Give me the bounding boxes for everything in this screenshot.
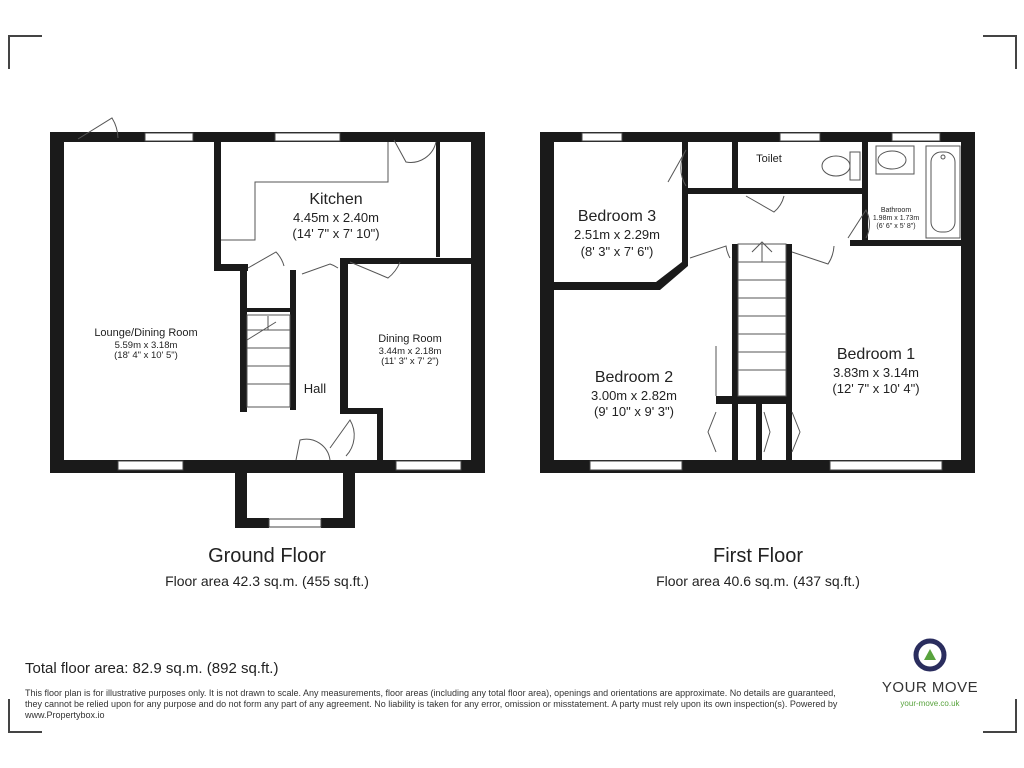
first-floor-plan [540, 132, 975, 473]
kitchen-metric: 4.45m x 2.40m [293, 210, 379, 225]
bathroom-metric: 1.98m x 1.73m [872, 215, 920, 222]
toilet-name: Toilet [756, 153, 782, 165]
ground-floor-title: Ground Floor [208, 545, 326, 567]
kitchen-name: Kitchen [309, 191, 363, 208]
bedroom3-imperial: (8' 3" x 7' 6") [580, 244, 654, 259]
bedroom2-metric: 3.00m x 2.82m [591, 388, 677, 403]
bedroom2-name: Bedroom 2 [594, 369, 674, 386]
first-floor-stairs [716, 242, 786, 396]
ground-floor-stairs [247, 315, 290, 407]
logo-name: YOUR MOVE [881, 679, 979, 696]
kitchen-label [292, 191, 379, 241]
lounge-name: Lounge/Dining Room [94, 327, 198, 339]
bathroom-label [873, 207, 919, 230]
dining-label [378, 333, 442, 367]
first-floor-area: Floor area 40.6 sq.m. (437 sq.ft.) [656, 573, 860, 589]
ground-floor-plan [50, 118, 485, 528]
bedroom3-name: Bedroom 3 [577, 208, 657, 225]
first-floor-title: First Floor [713, 545, 803, 567]
bedroom3-metric: 2.51m x 2.29m [574, 227, 660, 242]
lounge-label [94, 327, 197, 361]
lounge-imperial: (18' 4" x 10' 5") [114, 350, 178, 361]
bedroom1-name: Bedroom 1 [836, 346, 916, 363]
dining-name: Dining Room [378, 333, 442, 345]
bedroom3-label [574, 208, 660, 259]
first-floor-walls [540, 132, 975, 473]
ground-floor-area: Floor area 42.3 sq.m. (455 sq.ft.) [165, 573, 369, 589]
lounge-metric: 5.59m x 3.18m [114, 340, 178, 351]
kitchen-imperial: (14' 7" x 7' 10") [292, 226, 380, 241]
first-floor-doors [668, 150, 869, 452]
bedroom1-label [832, 346, 919, 396]
dining-metric: 3.44m x 2.18m [378, 346, 442, 357]
your-move-logo [875, 638, 985, 708]
toilet-fixture [822, 152, 860, 180]
bedroom1-metric: 3.83m x 3.14m [833, 365, 919, 380]
bedroom2-imperial: (9' 10" x 9' 3") [594, 404, 674, 419]
your-move-pin-icon [913, 638, 947, 672]
dining-imperial: (11' 3" x 7' 2") [381, 356, 439, 367]
bathroom-imperial: (6' 6" x 5' 8") [876, 223, 916, 230]
bathroom-name: Bathroom [880, 207, 912, 214]
bedroom1-imperial: (12' 7" x 10' 4") [832, 381, 920, 396]
total-floor-area: Total floor area: 82.9 sq.m. (892 sq.ft.) [25, 660, 279, 677]
disclaimer-text: This floor plan is for illustrative purposes only. It is not drawn to scale. Any measurements, floor areas (including any total floor area), openings and orientations are approximate. No details are guaranteed, they cannot be relied upon for any purpose and do not form any part of any agreement. No liability is taken for any error, omission or misstatement. A party must rely upon its own inspection(s). Powered by www.Propertybox.io [25, 688, 838, 720]
bedroom2-label [591, 369, 677, 419]
logo-url: your-move.co.uk [900, 699, 960, 708]
hall-name: Hall [303, 381, 327, 396]
